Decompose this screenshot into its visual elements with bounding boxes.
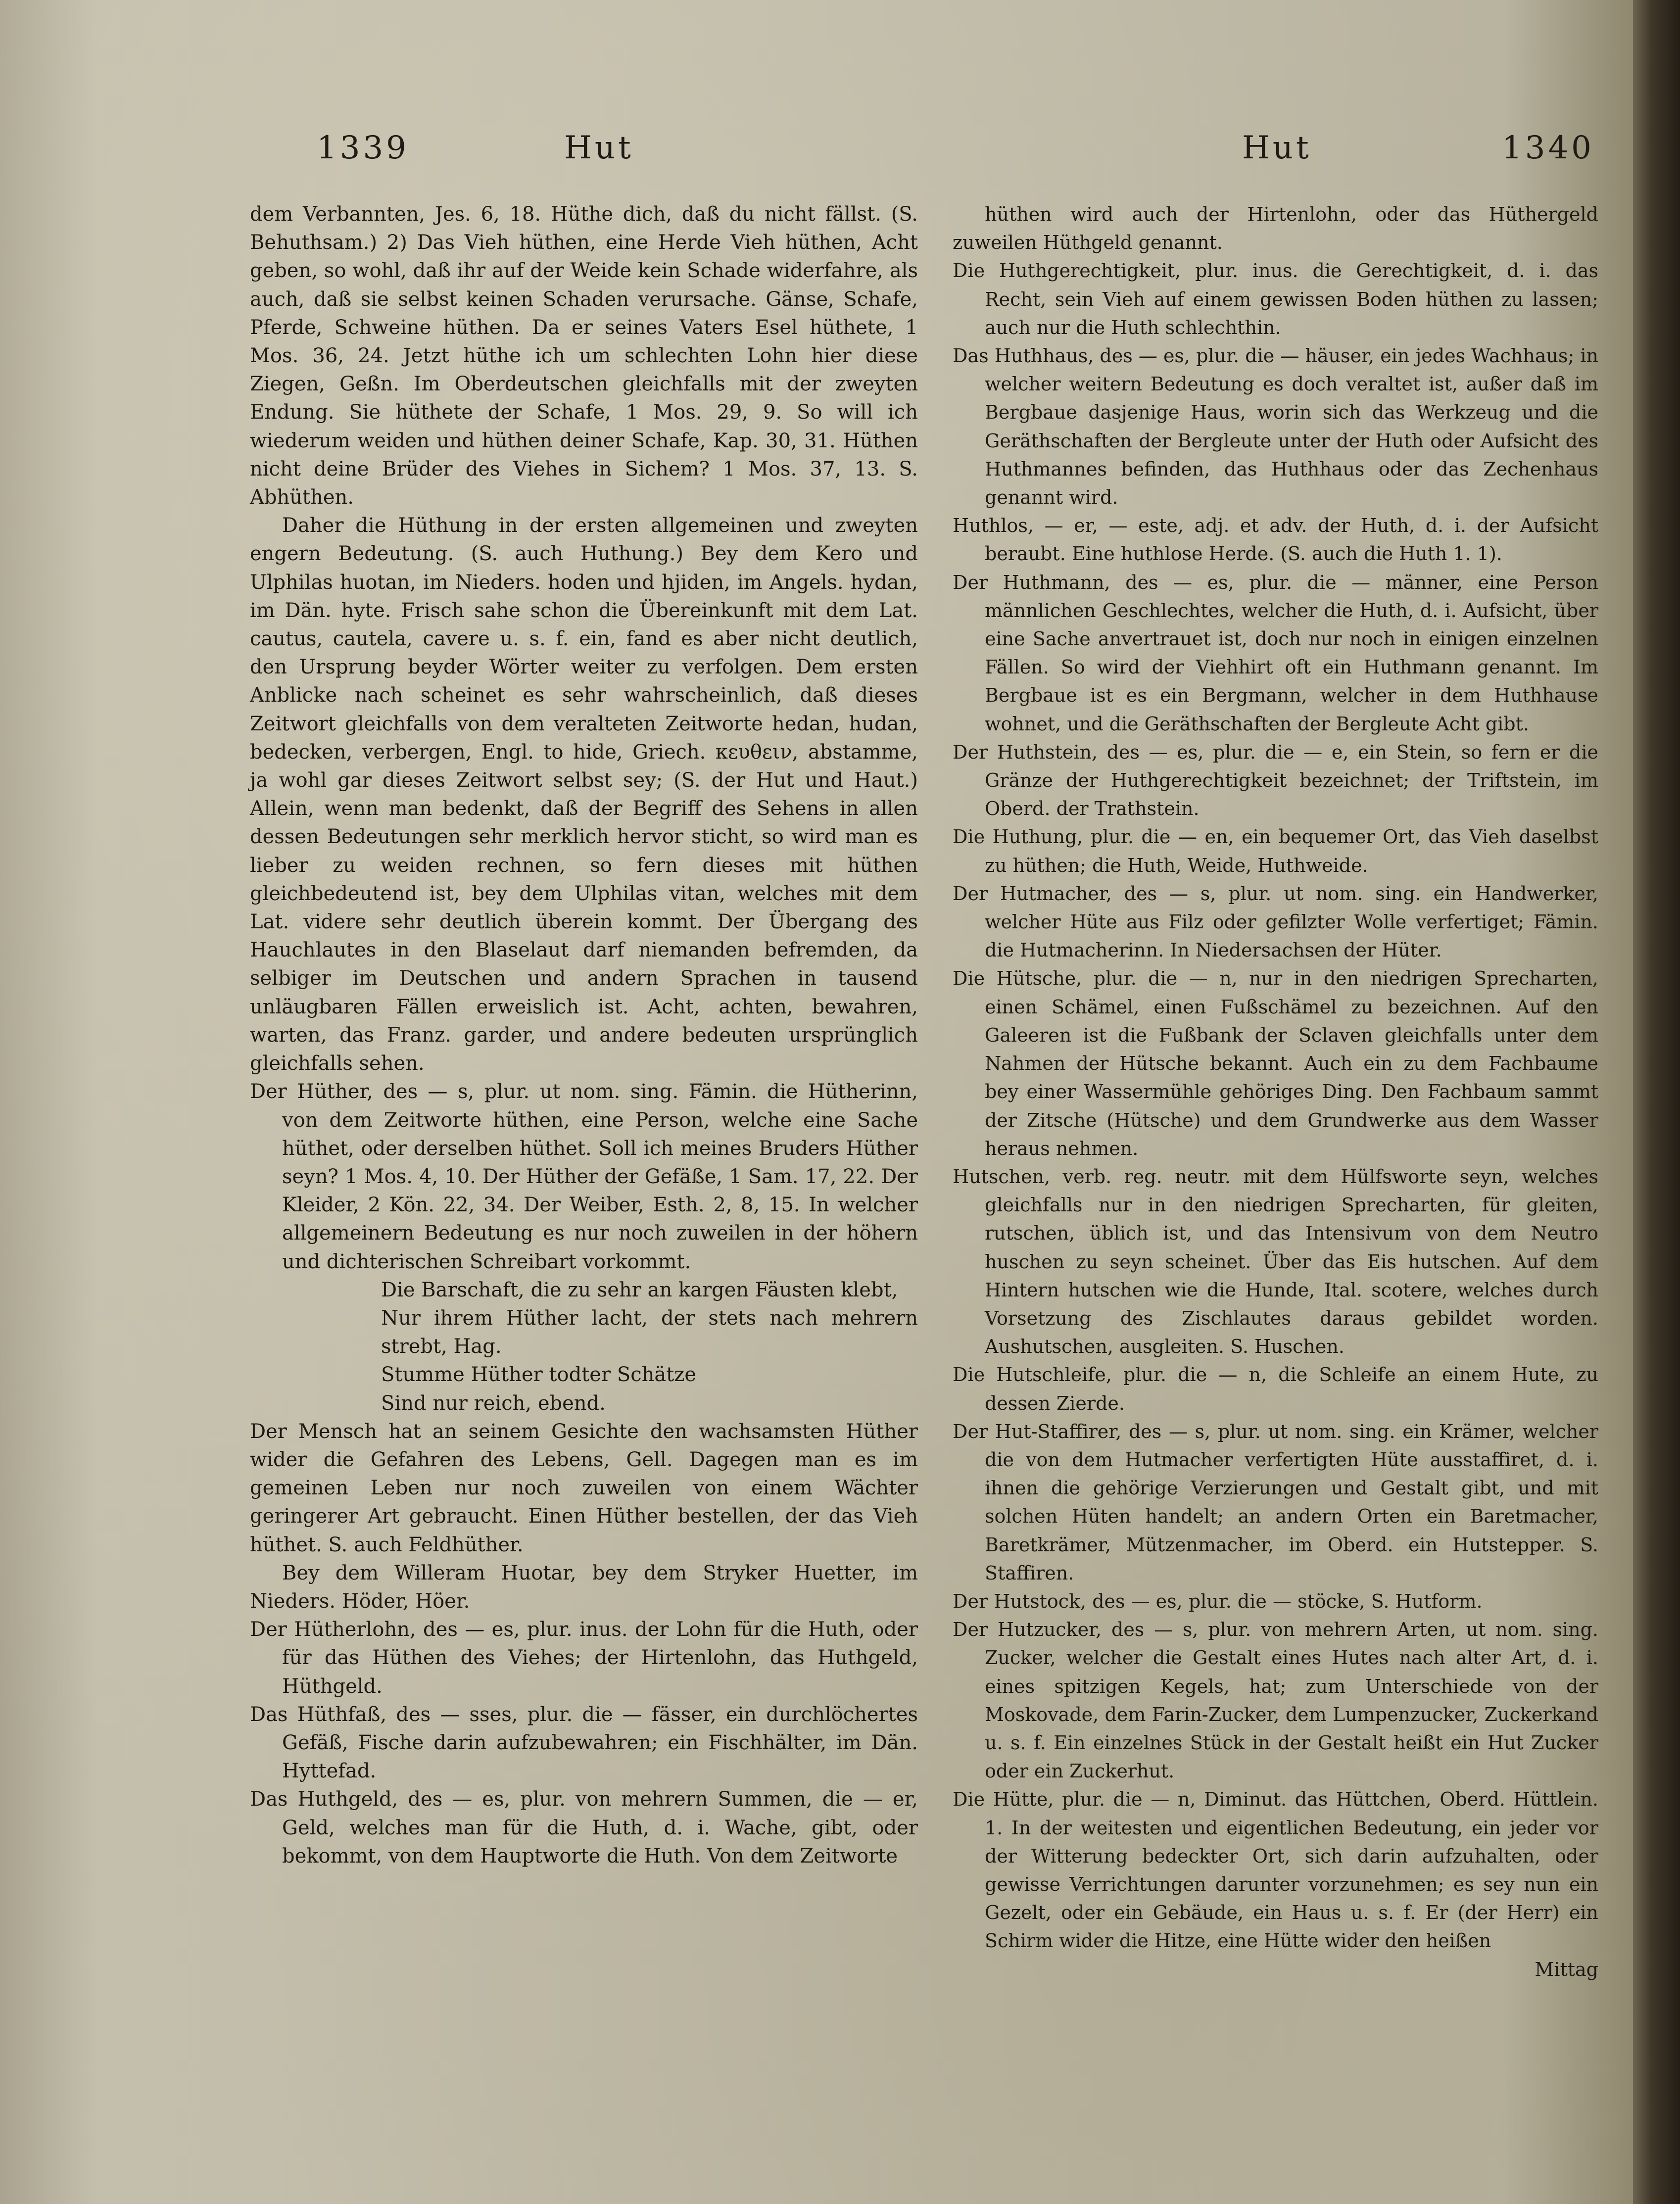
dictionary-entry: Die Huthgerechtigkeit, plur. inus. die Gerechtigkeit, d. i. das Recht, sein Vieh auf einem gewissen Boden hüthen zu lassen; auch nur die Huth schlechthin. xyxy=(953,260,1598,338)
book-spine xyxy=(1633,0,1680,2204)
dictionary-entry: Das Huthhaus, des — es, plur. die — häuser, ein jedes Wachhaus; in welcher weitern Bedeutung es doch veraltet ist, außer daß im Bergbaue dasjenige Haus, worin sich das Werkzeug und die Geräthschaften der Bergleute unter der Huth oder Aufsicht des Huthmannes befinden, das Huthhaus oder das Zechenhaus genannt wird. xyxy=(953,345,1598,509)
paragraph: Daher die Hüthung in der ersten allgemeinen und zweyten engern Bedeutung. (S. auch Huthung.) Bey dem Kero und Ulphilas huotan, im Nieders. hoden und hjiden, im Angels. hydan, im Dän. hyte. Frisch sahe schon die Übereinkunft mit dem Lat. cautus, cautela, cavere u. s. f. ein, fand es aber nicht deutlich, den Ursprung beyder Wörter weiter zu verfolgen. Dem ersten Anblicke nach scheinet es sehr wahrscheinlich, daß dieses Zeitwort gleichfalls von dem veralteten Zeitworte hedan, hudan, bedecken, verbergen, Engl. to hide, Griech. κευθειν, abstamme, ja wohl gar dieses Zeitwort selbst sey; (S. der Hut und Haut.) Allein, wenn man bedenkt, daß der Begriff des Sehens in allen dessen Bedeutungen sehr merklich hervor sticht, so wird man es lieber zu weiden rechnen, so fern dieses mit hüthen gleichbedeutend ist, bey dem Ulphilas vitan, welches mit dem Lat. videre sehr deutlich überein kommt. Der Übergang des Hauchlautes in den Blaselaut darf niemanden befremden, da selbiger im Deutschen und andern Sprachen in tausend unläugbaren Fällen erweislich ist. Acht, achten, bewahren, warten, das Franz. garder, und andere bedeuten ursprünglich gleichfalls sehen. xyxy=(250,514,918,1075)
right-page-number: 1340 xyxy=(1502,130,1594,166)
paragraph: Bey dem Willeram Huotar, bey dem Stryker Huetter, im Nieders. Höder, Höer. xyxy=(250,1561,918,1613)
dictionary-entry: Huthlos, — er, — este, adj. et adv. der Huth, d. i. der Aufsicht beraubt. Eine huthlose Herde. (S. auch die Huth 1. 1). xyxy=(953,515,1598,565)
verse-line: Stumme Hüther todter Schätze xyxy=(381,1363,697,1387)
right-text-column xyxy=(953,200,1598,1984)
dictionary-entry: Die Hutschleife, plur. die — n, die Schleife an einem Hute, zu dessen Zierde. xyxy=(953,1364,1598,1414)
dictionary-entry: Der Hütherlohn, des — es, plur. inus. der Lohn für die Huth, oder für das Hüthen des Viehes; der Hirtenlohn, das Huthgeld, Hüthgeld. xyxy=(250,1618,918,1698)
dictionary-entry: Das Huthgeld, des — es, plur. von mehrern Summen, die — er, Geld, welches man für die Huth, d. i. Wache, gibt, oder bekommt, von dem Hauptworte die Huth. Von dem Zeitworte xyxy=(250,1788,918,1868)
dictionary-entry: Die Huthung, plur. die — en, ein bequemer Ort, das Vieh daselbst zu hüthen; die Huth, Weide, Huthweide. xyxy=(953,826,1598,876)
dictionary-entry: Der Hutmacher, des — s, plur. ut nom. sing. ein Handwerker, welcher Hüte aus Filz oder gefilzter Wolle verfertiget; Fämin. die Hutmacherinn. In Niedersachsen der Hüter. xyxy=(953,882,1598,961)
right-running-headword: Hut xyxy=(1242,130,1312,166)
dictionary-entry: Der Huthstein, des — es, plur. die — e, ein Stein, so fern er die Gränze der Huthgerechtigkeit bezeichnet; der Triftstein, im Oberd. der Trathstein. xyxy=(953,741,1598,820)
left-page-number: 1339 xyxy=(317,130,409,166)
dictionary-entry: Die Hütsche, plur. die — n, nur in den niedrigen Sprecharten, einen Schämel, einen Fußschämel zu bezeichnen. Auf den Galeeren ist die Fußbank der Sclaven gleichfalls unter dem Nahmen der Hütsche bekannt. Auch ein zu dem Fachbaume bey einer Wassermühle gehöriges Ding. Den Fachbaum sammt der Zitsche (Hütsche) und dem Grundwerke aus dem Wasser heraus nehmen. xyxy=(953,967,1598,1159)
left-running-headword: Hut xyxy=(564,130,634,166)
verse-line: Die Barschaft, die zu sehr an kargen Fäusten klebt, xyxy=(381,1278,898,1301)
dictionary-entry: Der Huthmann, des — es, plur. die — männer, eine Person männlichen Geschlechtes, welcher die Huth, d. i. Aufsicht, über eine Sache anvertrauet ist, doch nur noch in einigen einzelnen Fällen. So wird der Viehhirt oft ein Huthmann genannt. Im Bergbaue ist es ein Bergmann, welcher in dem Huthhause wohnet, und die Geräthschaften der Bergleute Acht gibt. xyxy=(953,571,1598,735)
dictionary-entry: Die Hütte, plur. die — n, Diminut. das Hüttchen, Oberd. Hüttlein. 1. In der weitesten und eigentlichen Bedeutung, ein jeder vor der Witterung bedeckter Ort, sich darin aufzuhalten, oder gewisse Verrichtungen darunter vorzunehmen; es sey nun ein Gezelt, oder ein Gebäude, ein Haus u. s. f. Er (der Herr) ein Schirm wider die Hitze, eine Hütte wider den heißen xyxy=(953,1788,1598,1952)
dictionary-entry: Hutschen, verb. reg. neutr. mit dem Hülfsworte seyn, welches gleichfalls nur in den niedrigen Sprecharten, für gleiten, rutschen, üblich ist, und das Intensivum von dem Neutro huschen zu seyn scheinet. Über das Eis hutschen. Auf dem Hintern hutschen wie die Hunde, Ital. scotere, welches durch Vorsetzung des Zischlautes daraus gebildet worden. Aushutschen, ausgleiten. S. Huschen. xyxy=(953,1165,1598,1358)
dictionary-entry: Der Hutzucker, des — s, plur. von mehrern Arten, ut nom. sing. Zucker, welcher die Gestalt eines Hutes nach alter Art, d. i. eines spitzigen Kegels, hat; zum Unterschiede von der Moskovade, dem Farin-Zucker, dem Lumpenzucker, Zuckerkand u. s. f. Ein einzelnes Stück in der Gestalt heißt ein Hut Zucker oder ein Zuckerhut. xyxy=(953,1619,1598,1782)
dictionary-entry: Der Hut-Staffirer, des — s, plur. ut nom. sing. ein Krämer, welcher die von dem Hutmacher verfertigten Hüte ausstaffiret, d. i. ihnen die gehörige Verzierungen und Gestalt gibt, und mit solchen Hüten handelt; an andern Orten ein Baretmacher, Baretkrämer, Mützenmacher, im Oberd. ein Hutstepper. S. Staffiren. xyxy=(953,1420,1598,1584)
left-text-column xyxy=(250,200,918,1870)
verse-line: Nur ihrem Hüther lacht, der stets nach mehrern strebt, Hag. xyxy=(381,1306,918,1358)
paragraph: dem Verbannten, Jes. 6, 18. Hüthe dich, daß du nicht fällst. (S. Behuthsam.) 2) Das Vieh hüthen, eine Herde Vieh hüthen, Acht geben, so wohl, daß ihr auf der Weide kein Schade widerfahre, als auch, daß sie selbst keinen Schaden verursache. Gänse, Schafe, Pferde, Schweine hüthen. Da er seines Vaters Esel hüthete, 1 Mos. 36, 24. Jetzt hüthe ich um schlechten Lohn hier diese Ziegen, Geßn. Im Oberdeutschen gleichfalls mit der zweyten Endung. Sie hüthete der Schafe, 1 Mos. 29, 9. So will ich wiederum weiden und hüthen deiner Schafe, Kap. 30, 31. Hüthen nicht deine Brüder des Viehes in Sichem? 1 Mos. 37, 13. S. Abhüthen. xyxy=(250,203,918,509)
verse-line: Sind nur reich, ebend. xyxy=(381,1391,606,1415)
paragraph: Der Mensch hat an seinem Gesichte den wachsamsten Hüther wider die Gefahren des Lebens, Gell. Dagegen man es im gemeinen Leben nur noch zuweilen von einem Wächter geringerer Art gebraucht. Einen Hüther bestellen, der das Vieh hüthet. S. auch Feldhüther. xyxy=(250,1420,918,1556)
dictionary-entry: Der Hutstock, des — es, plur. die — stöcke, S. Hutform. xyxy=(953,1590,1483,1612)
dictionary-entry: Das Hüthfaß, des — sses, plur. die — fässer, ein durchlöchertes Gefäß, Fische darin aufzubewahren; ein Fischhälter, im Dän. Hyttefad. xyxy=(250,1703,918,1783)
dictionary-entry: Der Hüther, des — s, plur. ut nom. sing. Fämin. die Hütherinn, von dem Zeitworte hüthen, eine Person, welche eine Sache hüthet, oder derselben hüthet. Soll ich meines Bruders Hüther seyn? 1 Mos. 4, 10. Der Hüther der Gefäße, 1 Sam. 17, 22. Der Kleider, 2 Kön. 22, 34. Der Weiber, Esth. 2, 8, 15. In welcher allgemeinern Bedeutung es nur noch zuweilen in der höhern und dichterischen Schreibart vorkommt. xyxy=(250,1080,918,1273)
paragraph: hüthen wird auch der Hirtenlohn, oder das Hüthergeld zuweilen Hüthgeld genannt. xyxy=(953,203,1598,254)
catchword: Mittag xyxy=(1535,1958,1598,1980)
